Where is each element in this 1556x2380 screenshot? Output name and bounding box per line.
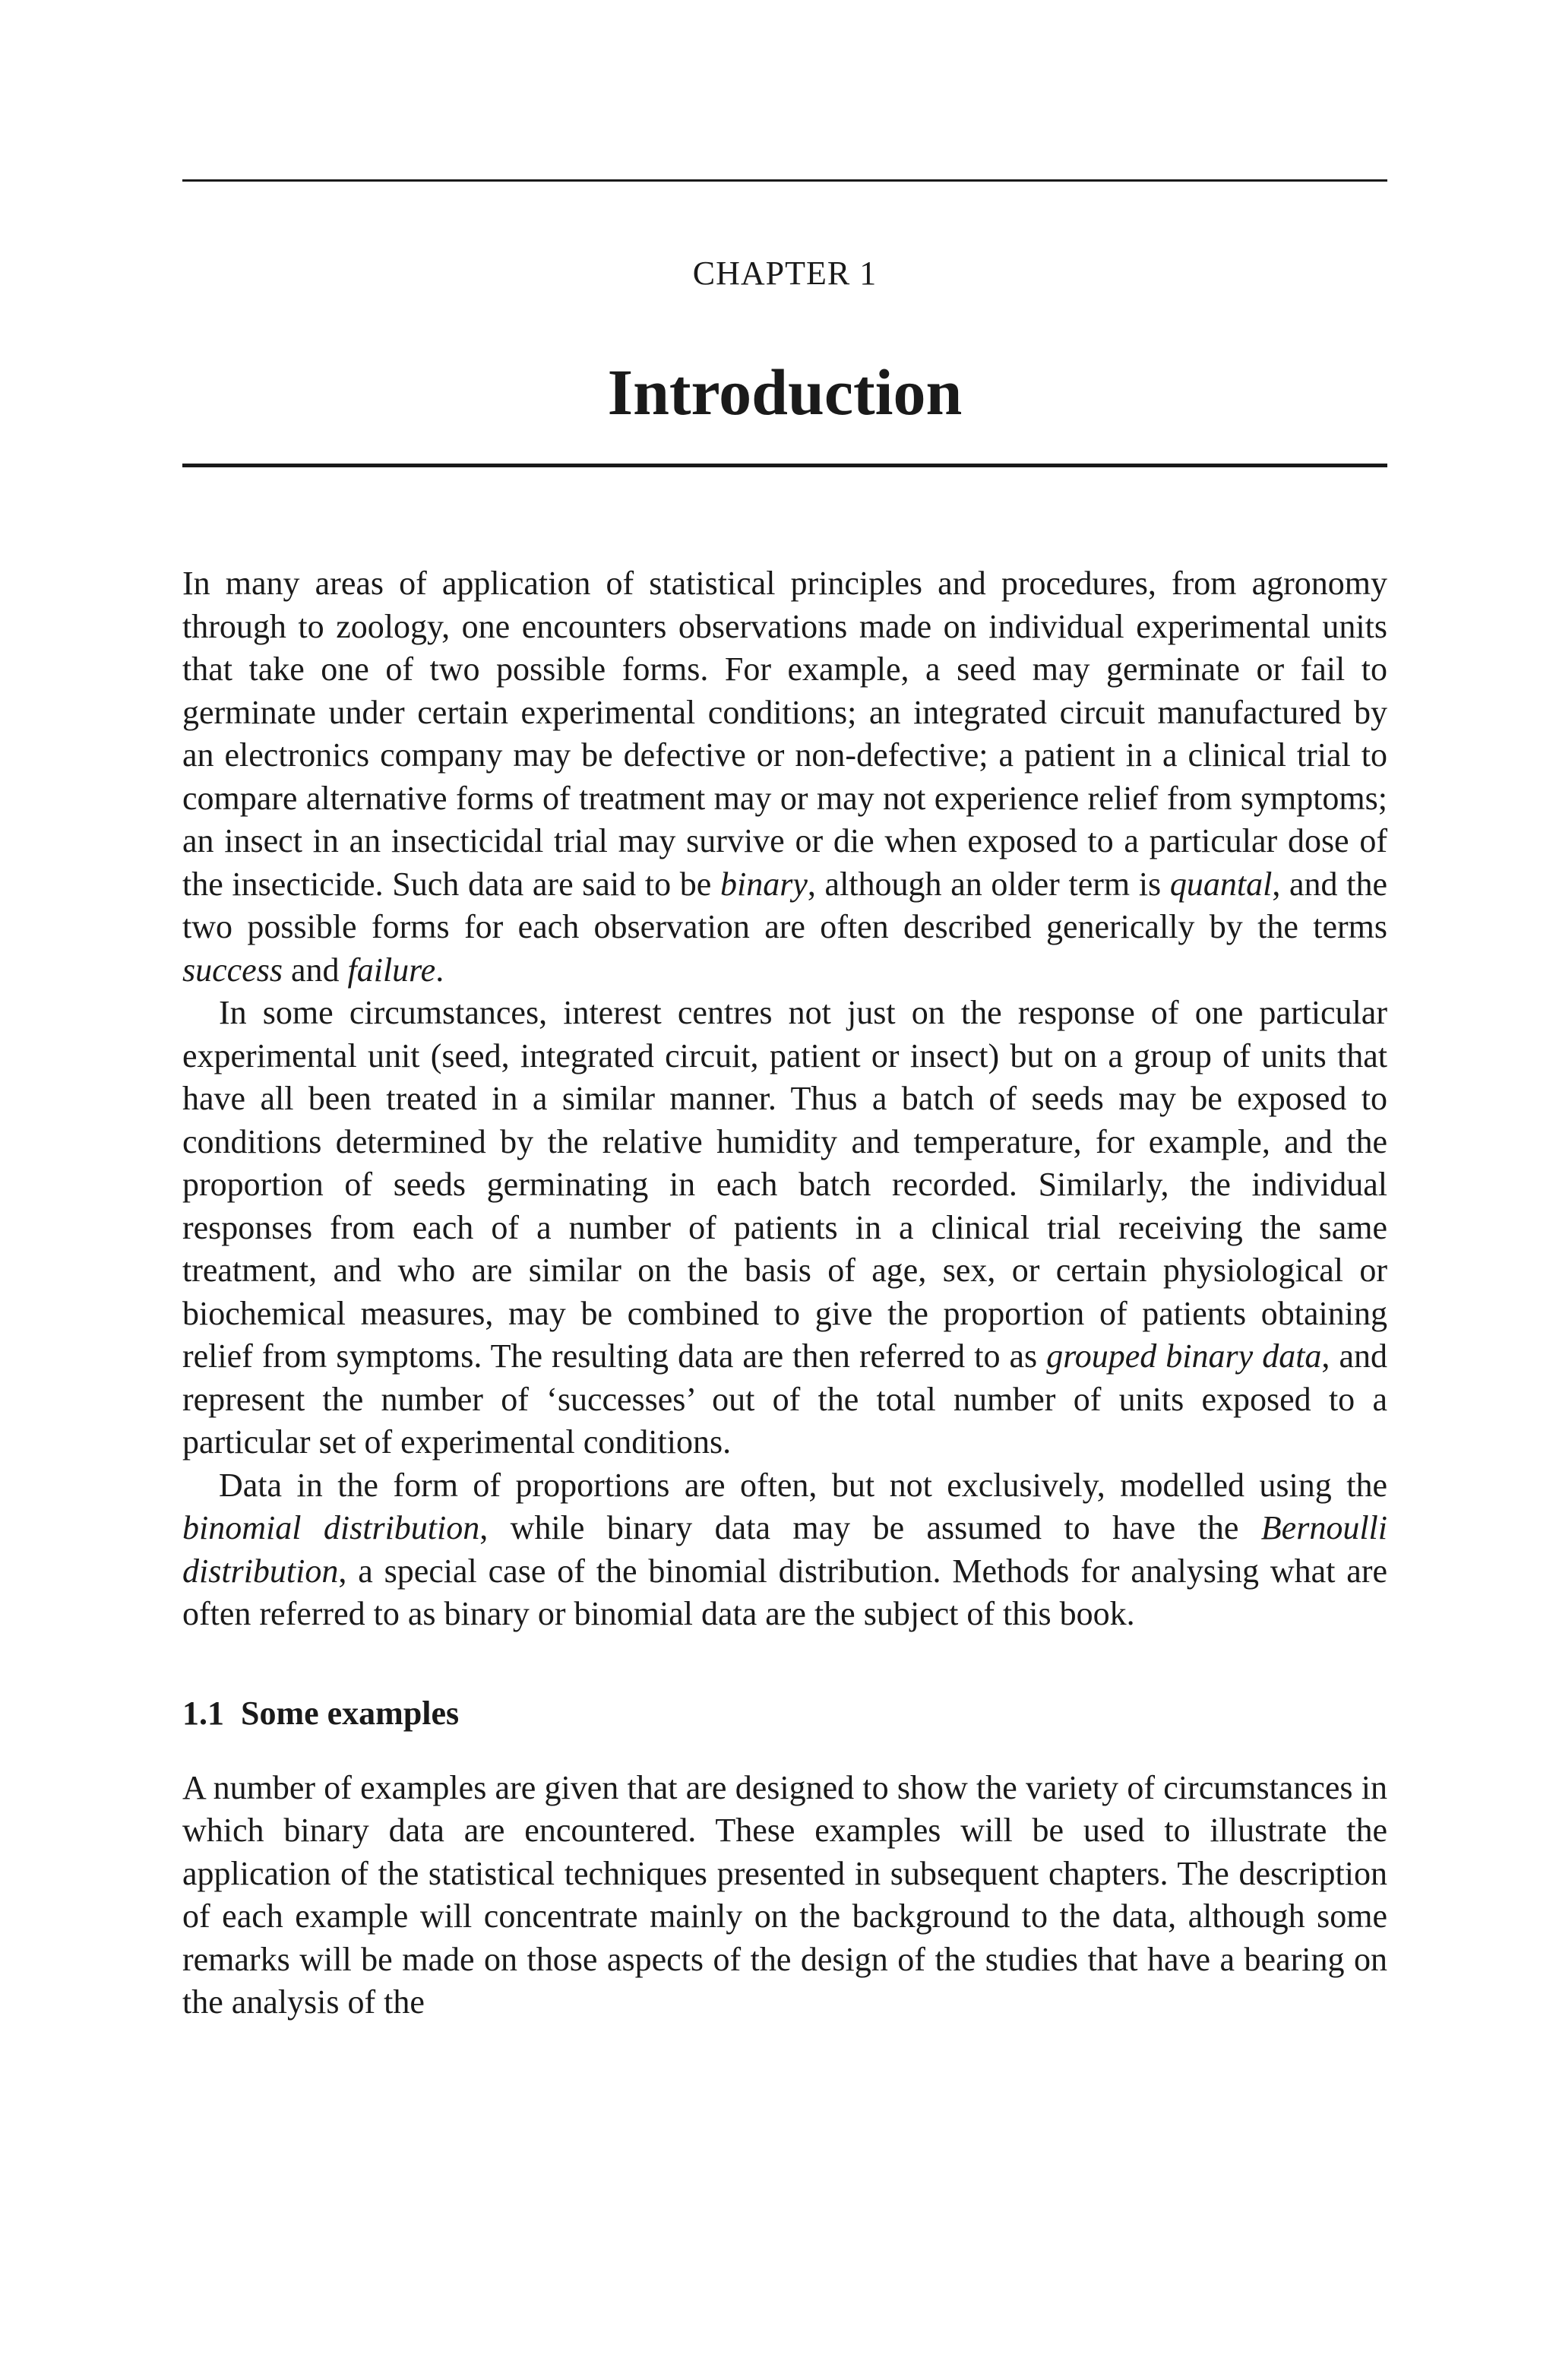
section-number: 1.1	[182, 1694, 224, 1732]
text-run: .	[435, 951, 444, 989]
term-binomial-distribution: binomial distribution	[182, 1509, 480, 1546]
text-run: and	[282, 951, 348, 989]
term-binary: binary	[719, 865, 808, 903]
chapter-title: Introduction	[607, 356, 963, 429]
title-rule	[182, 464, 1387, 467]
term-quantal: quantal	[1169, 865, 1273, 903]
section-heading	[182, 1692, 1387, 1735]
term-failure: failure	[347, 951, 436, 989]
paragraph-3	[182, 1464, 1387, 1636]
term-bernoulli-distribution: Bernoulli distribution	[182, 1509, 1387, 1590]
section-paragraph: A number of examples are given that are designed to show the variety of circumstances in which binary data are encountered. These examples will be used to illustrate the application of the statistical techniques presented in subsequent chapters. The description of each example will concentrate mainly on the background to the data, although some remarks will be made on those aspects of the design of the studies that have a bearing on the analysis of the	[182, 1768, 1387, 2021]
chapter-label: CHAPTER 1	[692, 255, 878, 292]
text-run: , while binary data may be assumed to have the	[479, 1509, 1261, 1546]
chapter-body	[182, 562, 1387, 2024]
paragraph-2	[182, 992, 1387, 1464]
text-run: Data in the form of proportions are often, but not exclusively, modelled using the	[219, 1466, 1387, 1504]
paragraph-1	[182, 562, 1387, 992]
term-success: success	[182, 951, 283, 989]
top-rule	[182, 179, 1387, 182]
text-run: , a special case of the binomial distribution. Methods for analysing what are often referred to as binary or binomial data are the subject of this book.	[182, 1552, 1387, 1632]
term-grouped-binary-data: grouped binary data	[1046, 1337, 1322, 1375]
text-run: , and represent the number of ‘successes’ out of the total number of units exposed to a particular set of experimental conditions.	[182, 1337, 1387, 1461]
text-run: In many areas of application of statistical principles and procedures, from agronomy through to zoology, one encounters observations made on individual experimental units that take one of two possible forms. For example, a seed may germinate or fail to germinate under certain experimental conditions; an integrated circuit manufactured by an electronics company may be defective or non-defective; a patient in a clinical trial to compare alternative forms of treatment may or may not experience relief from symptoms; an insect in an insecticidal trial may survive or die when exposed to a particular dose of the insecticide. Such data are said to be	[182, 565, 1387, 903]
text-run: , although an older term is	[807, 865, 1170, 903]
text-run: In some circumstances, interest centres not just on the response of one particular experimental unit (seed, integrated circuit, patient or insect) but on a group of units that have all been treated in a similar manner. Thus a batch of seeds may be exposed to conditions determined by the relative humidity and temperature, for example, and the proportion of seeds germinating in each batch recorded. Similarly, the individual responses from each of a number of patients in a clinical trial receiving the same treatment, and who are similar on the basis of age, sex, or certain physiological or biochemical measures, may be combined to give the proportion of patients obtaining relief from symptoms. The resulting data are then referred to as	[182, 994, 1387, 1375]
text-run: , and the two possible forms for each observation are often described generically by the terms	[182, 865, 1387, 945]
section-title: Some examples	[241, 1694, 460, 1732]
